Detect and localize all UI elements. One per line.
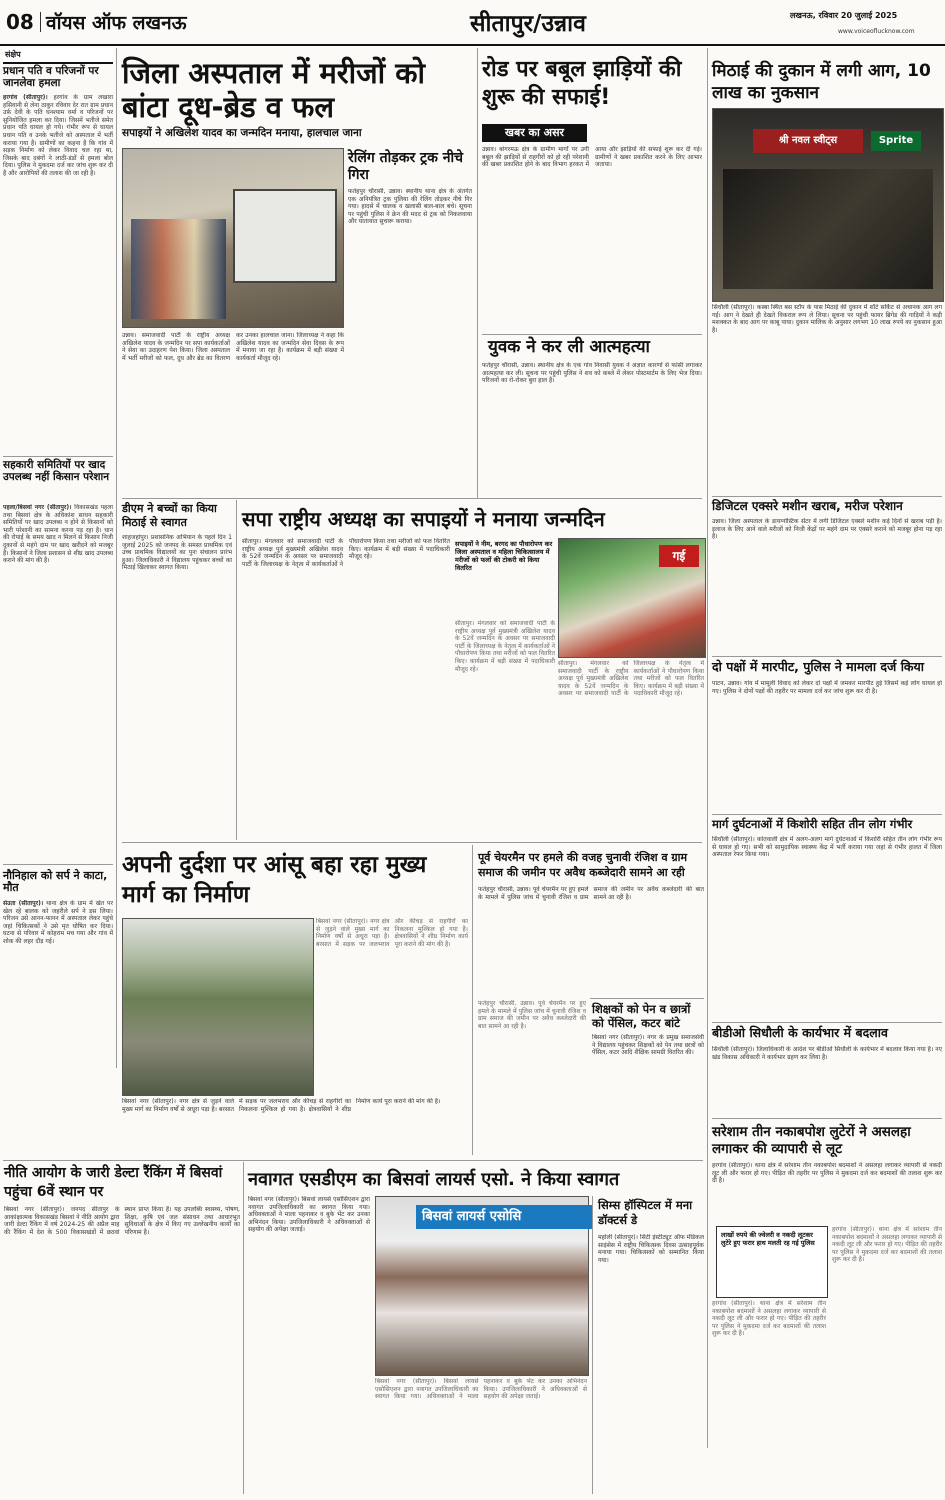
shop-sign-board: श्री नवल स्वीट्स bbox=[753, 129, 863, 153]
sapa-body-col2 bbox=[455, 620, 555, 838]
page-number: 08 bbox=[6, 10, 34, 34]
poll-body: फतेहपुर चौरासी, उन्नाव। पूर्व चेयरमैन पर हुए हमले के मामले में पुलिस जांच में चुनावी रंजिश व ग्राम समाज की जमीन पर अवैध कब्जेदारी की बात सामने आ रही है। bbox=[478, 886, 704, 901]
divider bbox=[712, 814, 942, 815]
teacher-headline: शिक्षकों को पेन व छात्रों को पेंसिल, कटर बांटे bbox=[592, 1002, 691, 1030]
road-damage-photo bbox=[122, 918, 314, 1096]
fire-burnt-interior bbox=[723, 169, 933, 289]
xray-headline: डिजिटल एक्सरे मशीन खराब, मरीज परेशान bbox=[712, 499, 903, 513]
page-header bbox=[0, 0, 945, 46]
brief-2-text: विकासखंड पहला तथा बिसवां क्षेत्र के अधिकांश साधन सहकारी समितियों पर खाद उपलब्ध न होने से किसानों को भारी परेशानी का सामना करना पड़ रहा है। धान की रोपाई के समय खाद न मिलने से किसान निजी दुकानों से महंगे दाम पर खाद खरीदने को मजबूर हैं। किसानों ने जिला प्रशासन से शीघ्र खाद उपलब्ध कराने की मांग की है। bbox=[3, 504, 113, 565]
sapa-body-repeat: सीतापुर। मंगलवार को समाजवादी पार्टी के राष्ट्रीय अध्यक्ष पूर्व मुख्यमंत्री अखिलेश यादव के 52वें जन्मदिन के अवसर पर समाजवादी पार्टी के जिलाध्यक्ष के नेतृत्व में कार्यकर्ताओं ने पौधारोपण किया तथा मरीजों को फल वितरित किए। कार्यक्रम में बड़ी संख्या में पदाधिकारी मौजूद रहे। bbox=[455, 620, 555, 673]
divider bbox=[3, 864, 113, 865]
brand-name: वॉयस ऑफ लखनऊ bbox=[46, 12, 187, 34]
hospital-photo bbox=[122, 148, 344, 328]
divider bbox=[712, 1118, 942, 1119]
sweet-shop-photo bbox=[712, 108, 944, 302]
divider bbox=[3, 1160, 703, 1161]
road2-headline: अपनी दुर्दशा पर आंसू बहा रहा मुख्य मार्ग का निर्माण bbox=[122, 852, 427, 908]
section-title: सीतापुर/उन्नाव bbox=[470, 11, 586, 37]
xray-body: उन्नाव। जिला अस्पताल के डायग्नोस्टिक सेंटर में लगी डिजिटल एक्सरे मशीन कई दिनों से खराब पड़ी है। इलाज के लिए आने वाले मरीजों को निजी केंद्रों पर महंगे दाम पर एक्सरे कराने को मजबूर होना पड़ रहा है। bbox=[712, 518, 942, 541]
poll-body-repeat: फतेहपुर चौरासी, उन्नाव। पूर्व चेयरमैन पर हुए हमले के मामले में पुलिस जांच में चुनावी रंजिश व ग्राम समाज की जमीन पर अवैध कब्जेदारी की बात सामने आ रही है। bbox=[478, 1000, 586, 1030]
lawyers-headline: नवागत एसडीएम का बिसवां लायर्स एसो. ने किया स्वागत bbox=[248, 1169, 620, 1190]
lead-subhead: सपाइयों ने अखिलेश यादव का जन्मदिन मनाया, हालचाल जाना bbox=[122, 127, 362, 139]
school-headline: डीएम ने बच्चों का किया मिठाई से स्वागत bbox=[122, 502, 217, 529]
accident-body: सिधौली (सीतापुर)। कोतवाली क्षेत्र में अलग-अलग मार्ग दुर्घटनाओं में किशोरी सहित तीन लोग गंभीर रूप से घायल हो गए। सभी को सामुदायिक स्वास्थ्य केंद्र में भर्ती कराया गया जहां से गंभीर हालत में जिला अस्पताल रेफर किया गया। bbox=[712, 836, 942, 859]
robbery-body: हरगांव (सीतापुर)। थाना क्षेत्र में सरेशाम तीन नकाबपोश बदमाशों ने असलहा लगाकर व्यापारी से नकदी लूट ली और फरार हो गए। पीड़ित की तहरीर पर पुलिस ने मुकदमा दर्ज कर बदमाशों की तलाश शुरू कर दी है। bbox=[712, 1162, 942, 1185]
date-line: लखनऊ, रविवार 20 जुलाई 2025 bbox=[790, 11, 898, 20]
robbery-body-lower bbox=[712, 1300, 826, 1494]
brief-3-text: थाना क्षेत्र के ग्राम में खेत पर खेल रहे बालक को जहरीले सर्प ने डस लिया। परिजन उसे आनन-फानन में अस्पताल लेकर पहुंचे जहां चिकित्सकों ने उसे मृत घोषित कर दिया। घटना से परिवार में कोहराम मच गया और गांव में शोक की लहर दौड़ गई। bbox=[3, 900, 113, 945]
lead-headline: जिला अस्पताल में मरीजों को बांटा दूध-ब्रेड व फल bbox=[122, 56, 426, 124]
sprite-board: Sprite bbox=[871, 131, 921, 151]
bdo-headline: बीडीओ सिधौली के कार्यभार में बदलाव bbox=[712, 1025, 888, 1040]
bus-shape bbox=[233, 189, 337, 283]
divider bbox=[122, 498, 702, 499]
people-shape bbox=[131, 219, 226, 319]
lead-body: उन्नाव। समाजवादी पार्टी के राष्ट्रीय अध्यक्ष अखिलेश यादव के जन्मदिन पर सपा कार्यकर्ताओं ने सेवा का उदाहरण पेश किया। जिला अस्पताल में भर्ती मरीजों को फल, दूध और ब्रेड का वितरण कर उनका हालचाल जाना। जिलाध्यक्ष ने कहा कि अखिलेश यादव का जन्मदिन सेवा दिवस के रूप में मनाया जा रहा है। कार्यक्रम में बड़ी संख्या में कार्यकर्ता मौजूद रहे। bbox=[122, 332, 344, 362]
left-column bbox=[3, 48, 113, 1058]
sapa-body-col1: सीतापुर। मंगलवार को समाजवादी पार्टी के राष्ट्रीय अध्यक्ष पूर्व मुख्यमंत्री अखिलेश यादव के 52वें जन्मदिन के अवसर पर समाजवादी पार्टी के जिलाध्यक्ष के नेतृत्व में कार्यकर्ताओं ने पौधारोपण किया तथा मरीजों को फल वितरित किए। कार्यक्रम में बड़ी संख्या में पदाधिकारी मौजूद रहे। bbox=[242, 538, 450, 568]
lawyers-body: बिसवां नगर (सीतापुर)। बिसवां लायर्स एसोसिएशन द्वारा नवागत उपजिलाधिकारी का स्वागत किया गया। अधिवक्ताओं ने माला पहनाकर व बुके भेंट कर उनका अभिनंदन किया। उपजिलाधिकारी ने अधिवक्ताओं से सहयोग की अपेक्षा जताई। bbox=[248, 1196, 370, 1234]
poll-headline: पूर्व चेयरमैन पर हमले की वजह चुनावी रंजिश व ग्राम समाज की जमीन पर अवैध कब्जेदारी सामने आ रही bbox=[478, 851, 688, 879]
brief-1-body bbox=[3, 94, 113, 454]
school-body: शाहजहांपुर। प्रशासनिक अभियान के पहले दिन 1 जुलाई 2025 को जनपद के समस्त प्राथमिक एवं उच्च प्राथमिक विद्यालयों का पुनः संचालन प्रारंभ हुआ। जिलाधिकारी ने विद्यालय पहुंचकर बच्चों का मिठाई खिलाकर स्वागत किया। bbox=[122, 534, 232, 572]
fire-body: सिधौली (सीतापुर)। कस्बा स्थित बस स्टॉप के पास मिठाई की दुकान में शॉर्ट सर्किट से अचानक आग लग गई। आग ने देखते ही देखते विकराल रूप ले लिया। सूचना पर पहुंची फायर ब्रिगेड की गाड़ियों ने कड़ी मशक्कत के बाद आग पर काबू पाया। दुकान मालिक के अनुसार लगभग 10 लाख रुपये का नुकसान हुआ है। bbox=[712, 304, 942, 334]
brief-3-title: नौनिहाल को सर्प ने काटा, मौत bbox=[3, 869, 108, 895]
robbery-body-cont bbox=[832, 1226, 942, 1494]
sapa-headline: सपा राष्ट्रीय अध्यक्ष का सपाइयों ने मनाया जन्मदिन bbox=[242, 507, 605, 531]
brief-1-dateline: हरगांव (सीतापुर)। bbox=[3, 94, 48, 101]
divider bbox=[122, 842, 702, 843]
teacher-body: बिसवां नगर (सीतापुर)। नगर के प्रमुख समाजसेवी ने विद्यालय पहुंचकर शिक्षकों को पेन तथा छात्रों को पेंसिल, कटर आदि शैक्षिक सामग्री वितरित की। bbox=[592, 1034, 704, 1057]
brief-3-body bbox=[3, 900, 113, 1050]
brief-2-dateline: पहला/बिसवां नगर (सीतापुर)। bbox=[3, 504, 72, 511]
robbery-pullquote bbox=[716, 1226, 828, 1298]
yuvak-headline: युवक ने कर ली आत्महत्या bbox=[488, 337, 650, 357]
maarpeet-headline: दो पक्षों में मारपीट, पुलिस ने मामला दर्ज किया bbox=[712, 659, 925, 674]
impact-tag: खबर का असर bbox=[482, 124, 587, 142]
divider bbox=[712, 656, 942, 657]
road-headline: रोड पर बबूल झाड़ियों की शुरू की सफाई! bbox=[482, 57, 682, 110]
robbery-body-repeat: हरगांव (सीतापुर)। थाना क्षेत्र में सरेशाम तीन नकाबपोश बदमाशों ने असलहा लगाकर व्यापारी से नकदी लूट ली और फरार हो गए। पीड़ित की तहरीर पर पुलिस ने मुकदमा दर्ज कर बदमाशों की तलाश शुरू कर दी है। bbox=[832, 1226, 942, 1264]
truck-headline: रेलिंग तोड़कर ट्रक नीचे गिरा bbox=[348, 150, 464, 183]
robbery-pullquote-text: लाखों रुपये की ज्वेलरी व नकदी लूटकर लुटेरे हुए फरार हाथ मलती रह गई पुलिस bbox=[721, 1231, 815, 1247]
lawyers-body-repeat: बिसवां नगर (सीतापुर)। बिसवां लायर्स एसोसिएशन द्वारा नवागत उपजिलाधिकारी का स्वागत किया गया। अधिवक्ताओं ने माला पहनाकर व बुके भेंट कर उनका अभिनंदन किया। उपजिलाधिकारी ने अधिवक्ताओं से सहयोग की अपेक्षा जताई। bbox=[375, 1378, 587, 1401]
brief-tag: संक्षेप bbox=[3, 48, 113, 64]
sapa-bullet: सपाइयों ने नीम, बरगद का पौधारोपण कर जिला अस्पताल व महिला चिकित्सालय में मरीजों को फलों की टोकरी को किया वितरित bbox=[455, 540, 553, 572]
road-body: उन्नाव। बांगरमऊ क्षेत्र के ग्रामीण मार्गों पर उगी बबूल की झाड़ियों से राहगीरों को हो रही परेशानी की खबर प्रकाशित होने के बाद विभाग हरकत में आया और झाड़ियों की सफाई शुरू कर दी गई। ग्रामीणों ने खबर प्रकाशित करने के लिए आभार जताया। bbox=[482, 146, 702, 169]
robbery-headline: सरेशाम तीन नकाबपोश लुटेरों ने असलहा लगाकर की व्यापारी से लूट bbox=[712, 1124, 911, 1157]
party-banner: गई bbox=[659, 545, 699, 567]
divider bbox=[712, 1022, 942, 1023]
yuvak-body: फतेहपुर चौरासी, उन्नाव। स्थानीय क्षेत्र के एक गांव निवासी युवक ने अज्ञात कारणों से फांसी लगाकर आत्महत्या कर ली। सूचना पर पहुंची पुलिस ने शव को कब्जे में लेकर पोस्टमार्टम के लिए भेज दिया। परिजनों का रो-रोकर बुरा हाल है। bbox=[482, 362, 702, 385]
column-rule bbox=[592, 1196, 593, 1494]
doctors-headline: सिम्स हॉस्पिटल में मना डॉक्टर्स डे bbox=[598, 1198, 693, 1227]
brief-2-body bbox=[3, 504, 113, 859]
road2-body-repeat: बिसवां नगर (सीतापुर)। नगर क्षेत्र से जुड़ने वाले मुख्य मार्ग का निर्माण वर्षों से अधूरा पड़ा है। बरसात में सड़क पर जलभराव और कीचड़ से राहगीरों का निकलना मुश्किल हो गया है। क्षेत्रवासियों ने शीघ्र निर्माण कार्य पूरा कराने की मांग की है। bbox=[316, 918, 468, 948]
divider bbox=[3, 456, 113, 457]
robbery-body-repeat-2: हरगांव (सीतापुर)। थाना क्षेत्र में सरेशाम तीन नकाबपोश बदमाशों ने असलहा लगाकर व्यापारी से नकदी लूट ली और फरार हो गए। पीड़ित की तहरीर पर पुलिस ने मुकदमा दर्ज कर बदमाशों की तलाश शुरू कर दी है। bbox=[712, 1300, 826, 1338]
poll-body-cont bbox=[478, 1000, 586, 1154]
accident-headline: मार्ग दुर्घटनाओं में किशोरी सहित तीन लोग गंभीर bbox=[712, 817, 913, 831]
column-rule bbox=[472, 845, 473, 1155]
association-banner: बिसवां लायर्स एसोसि bbox=[416, 1205, 592, 1229]
brief-3-dateline: सेउता (सीतापुर)। bbox=[3, 900, 44, 907]
road2-body-side bbox=[316, 918, 468, 1094]
divider bbox=[482, 334, 702, 335]
lawyers-body-lower bbox=[375, 1378, 587, 1494]
brief-1-title: प्रधान पति व परिजनों पर जानलेवा हमला bbox=[3, 65, 99, 89]
brief-2-title: सहकारी समितियों पर खाद उपलब्ध नहीं किसान परेशान bbox=[3, 459, 110, 483]
sapa-body-repeat-2: सीतापुर। मंगलवार को समाजवादी पार्टी के राष्ट्रीय अध्यक्ष पूर्व मुख्यमंत्री अखिलेश यादव के 52वें जन्मदिन के अवसर पर समाजवादी पार्टी के जिलाध्यक्ष के नेतृत्व में कार्यकर्ताओं ने पौधारोपण किया तथा मरीजों को फल वितरित किए। कार्यक्रम में बड़ी संख्या में पदाधिकारी मौजूद रहे। bbox=[558, 660, 704, 698]
road2-body: बिसवां नगर (सीतापुर)। नगर क्षेत्र से जुड़ने वाले मुख्य मार्ग का निर्माण वर्षों से अधूरा पड़ा है। बरसात में सड़क पर जलभराव और कीचड़ से राहगीरों का निकलना मुश्किल हो गया है। क्षेत्रवासियों ने शीघ्र निर्माण कार्य पूरा कराने की मांग की है। bbox=[122, 1098, 441, 1113]
header-divider bbox=[40, 12, 41, 32]
column-rule bbox=[707, 48, 708, 1448]
brief-1-text: हरगांव के ग्राम लखारा हसिवानी से लेना ठाकुर रविवार देर रात ग्राम प्रधान उर्फ़ देवी के पति घनश्याम वर्मा व परिजनों पर सुनियोजित हमला कर दिया। जिसमें भतीजे समेत प्रधान पति घायल हो गये। गंभीर रूप से घायल प्रधान पति व उनके भतीजे को अस्पताल में भर्ती कराया गया है। ग्रामीणों का कहना है कि गांव में सड़क निर्माण को लेकर विवाद चल रहा था, जिसके बाद दबंगों ने लाठी-डंडों से हमला बोल दिया। पुलिस ने मुकदमा दर्ज कर जांच शुरू कर दी है और आरोपियों की तलाश की जा रही है। bbox=[3, 94, 113, 177]
doctors-body: महोली (सीतापुर)। सिटी इंस्टीट्यूट ऑफ मेडिकल साइंसेस में राष्ट्रीय चिकित्सक दिवस उत्साहपूर्वक मनाया गया। चिकित्सकों को सम्मानित किया गया। bbox=[598, 1234, 704, 1264]
column-rule bbox=[243, 1162, 244, 1494]
fire-headline: मिठाई की दुकान में लगी आग, 10 लाख का नुकसान bbox=[712, 61, 931, 103]
column-rule bbox=[116, 48, 117, 1068]
divider bbox=[590, 998, 704, 999]
website: www.voiceoflucknow.com bbox=[838, 28, 915, 35]
truck-body: फतेहपुर चौरासी, उन्नाव। स्थानीय थाना क्षेत्र के अंतर्गत एक अनियंत्रित ट्रक पुलिया की रेलिंग तोड़कर नीचे गिर गया। हादसे में चालक व खलासी बाल-बाल बचे। सूचना पर पहुंची पुलिस ने क्रेन की मदद से ट्रक को निकलवाया और यातायात सुचारू कराया। bbox=[348, 188, 472, 226]
column-rule bbox=[477, 48, 478, 498]
niti-headline: नीति आयोग के जारी डेल्टा रैंकिंग में बिसवां पहुंचा 6वें स्थान पर bbox=[4, 1165, 223, 1200]
divider bbox=[712, 496, 942, 497]
sapa-body-col3 bbox=[558, 660, 704, 838]
lawyers-photo bbox=[375, 1196, 589, 1376]
sapa-celebration-photo bbox=[558, 538, 706, 658]
maarpeet-body: पाटन, उन्नाव। गांव में मामूली विवाद को लेकर दो पक्षों में जमकर मारपीट हुई जिसमें कई लोग घायल हो गए। पुलिस ने दोनों पक्षों की तहरीर पर मामला दर्ज कर जांच शुरू कर दी है। bbox=[712, 680, 942, 695]
niti-body: बिसवां नगर (सीतापुर)। जनपद सीतापुर के आकांक्षात्मक विकासखंड बिसवां ने नीति आयोग द्वारा जारी डेल्टा रैंकिंग में वर्ष 2024-25 की अप्रैल माह की रैंकिंग में देश के 500 विकासखंडों में छठवां स्थान प्राप्त किया है। यह उपलब्धि स्वास्थ्य, पोषण, शिक्षा, कृषि एवं जल संसाधन तथा आधारभूत सुविधाओं के क्षेत्र में किए गए उल्लेखनीय कार्यों का परिणाम है। bbox=[4, 1206, 240, 1236]
column-rule bbox=[236, 500, 237, 840]
bdo-body: सिधौली (सीतापुर)। जिलाधिकारी के आदेश पर बीडीओ सिधौली के कार्यभार में बदलाव किया गया है। नए खंड विकास अधिकारी ने कार्यभार ग्रहण कर लिया है। bbox=[712, 1046, 942, 1061]
